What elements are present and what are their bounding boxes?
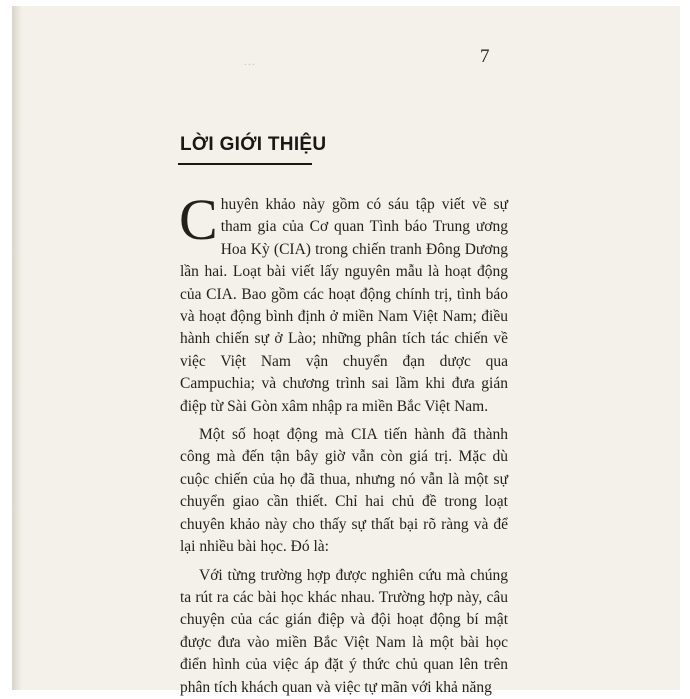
page-gutter-shadow — [12, 6, 22, 690]
book-page — [12, 6, 680, 696]
title-underline — [178, 163, 312, 165]
running-head: ... — [244, 54, 256, 68]
page-number: 7 — [480, 46, 490, 67]
body-text — [179, 187, 508, 699]
paragraph-2: Một số hoạt động mà CIA tiến hành đã thành công mà đến tận bây giờ vẫn còn giá trị. Mặc dù cuộc chiến của họ đã thua, nhưng nó vẫn là một sự chuyển giao cần thiết. Chỉ hai chủ đề trong loạt chuyên khảo này cho thấy sự thất bại rõ ràng và để lại nhiều bài học. Đó là: — [180, 426, 508, 556]
paragraph-1 — [179, 187, 508, 418]
chapter-title: LỜI GIỚI THIỆU — [180, 134, 327, 155]
paragraph-3: Với từng trường hợp được nghiên cứu mà chúng ta rút ra các bài học khác nhau. Trường hợp này, câu chuyện của các gián điệp và đội hoạt động bí mật được đưa vào miền Bắc Việt Nam là một bài học điển hình của việc áp đặt ý thức chủ quan lên trên phân tích khách quan và việc tự mãn với khả năng — [180, 566, 508, 696]
paragraph-1-text: huyên khảo này gồm có sáu tập viết về sự tham gia của Cơ quan Tình báo Trung ương Hoa Kỳ (CIA) trong chiến tranh Đông Dương lần hai. Loạt bài viết lấy nguyên mẫu là hoạt động của CIA. Bao gồm các hoạt động chính trị, tình báo và hoạt động bình định ở miền Nam Việt Nam; điều hành chiến sự ở Lào; những phân tích tác chiến về việc Việt Nam vận chuyển đạn dược qua Campuchia; và chương trình sai lầm khi đưa gián điệp từ Sài Gòn xâm nhập ra miền Bắc Việt Nam. — [180, 196, 508, 415]
drop-cap: C — [179, 187, 218, 252]
